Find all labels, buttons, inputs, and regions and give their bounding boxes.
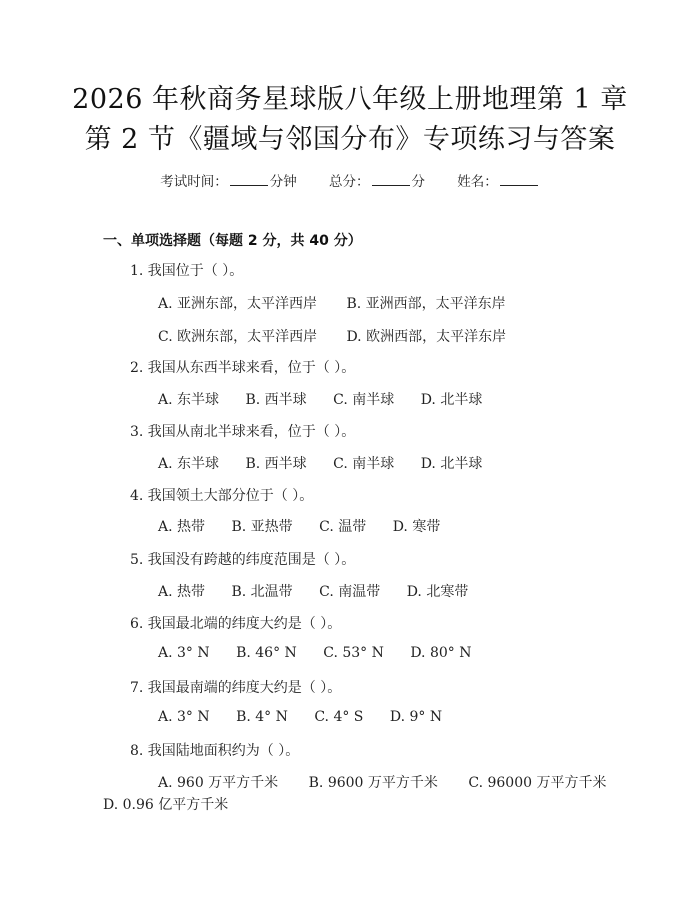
question-options xyxy=(158,389,504,409)
total-score-blank xyxy=(372,173,410,186)
exam-meta xyxy=(0,170,700,190)
option: B. 西半球 xyxy=(245,456,307,472)
total-score-label: 总分： xyxy=(329,174,370,190)
question-stem: 1. 我国位于（ ）。 xyxy=(130,263,244,279)
option: C. 53° N xyxy=(323,645,384,661)
option: D. 9° N xyxy=(389,709,443,725)
option: C. 4° S xyxy=(314,709,364,725)
option: D. 北寒带 xyxy=(406,584,469,600)
option: C. 96000 万平方千米 xyxy=(468,775,607,791)
option: A. 东半球 xyxy=(158,392,220,408)
option: B. 北温带 xyxy=(231,584,293,600)
option: A. 3° N xyxy=(158,645,210,661)
question-options xyxy=(158,581,490,601)
question-stem: 5. 我国没有跨越的纬度范围是（ ）。 xyxy=(130,552,356,568)
section-heading: 一、单项选择题（每题 2 分，共 40 分） xyxy=(103,233,362,249)
question-options xyxy=(158,293,528,313)
option: C. 欧洲东部，太平洋西岸 xyxy=(158,329,318,345)
question-stem: 4. 我国领土大部分位于（ ）。 xyxy=(130,488,314,504)
option: B. 4° N xyxy=(236,709,288,725)
question-stem: 3. 我国从南北半球来看，位于（ ）。 xyxy=(130,424,356,440)
document-title-line-2: 第 2 节《疆域与邻国分布》专项练习与答案 xyxy=(84,124,616,155)
exam-time-label: 考试时间： xyxy=(160,174,228,190)
question-options xyxy=(158,709,464,725)
exam-time-unit: 分钟 xyxy=(269,174,297,190)
name-blank xyxy=(500,173,538,186)
option: C. 温带 xyxy=(319,519,367,535)
exam-time-blank xyxy=(230,173,268,186)
name-label: 姓名： xyxy=(457,174,498,190)
option: D. 北半球 xyxy=(420,456,483,472)
name-field xyxy=(457,174,540,190)
question-options xyxy=(158,645,493,661)
option: A. 热带 xyxy=(158,584,206,600)
question-options-wrapped xyxy=(103,794,250,814)
option: B. 46° N xyxy=(236,645,297,661)
exam-time-field xyxy=(160,174,301,190)
option: A. 960 万平方千米 xyxy=(158,775,279,791)
question-stem: 8. 我国陆地面积约为（ ）。 xyxy=(130,743,300,759)
question-options xyxy=(158,772,632,792)
total-score-field xyxy=(329,174,429,190)
total-score-unit: 分 xyxy=(411,174,425,190)
option: D. 北半球 xyxy=(420,392,483,408)
option: D. 80° N xyxy=(410,645,472,661)
document-title-line-1: 2026 年秋商务星球版八年级上册地理第 1 章 xyxy=(72,84,628,115)
question-stem: 6. 我国最北端的纬度大约是（ ）。 xyxy=(130,616,342,632)
option: C. 南温带 xyxy=(319,584,381,600)
option: A. 热带 xyxy=(158,519,206,535)
option: A. 东半球 xyxy=(158,456,220,472)
question-stem: 7. 我国最南端的纬度大约是（ ）。 xyxy=(130,680,342,696)
option: D. 0.96 亿平方千米 xyxy=(103,797,229,813)
option: D. 欧洲西部，太平洋东岸 xyxy=(346,329,507,345)
option: C. 南半球 xyxy=(333,456,395,472)
question-options xyxy=(158,516,462,536)
option: B. 亚热带 xyxy=(231,519,293,535)
option: A. 亚洲东部，太平洋西岸 xyxy=(158,296,318,312)
option: A. 3° N xyxy=(158,709,210,725)
question-stem: 2. 我国从东西半球来看，位于（ ）。 xyxy=(130,360,356,376)
question-options xyxy=(158,453,504,473)
option: B. 9600 万平方千米 xyxy=(308,775,438,791)
option: B. 西半球 xyxy=(245,392,307,408)
option: C. 南半球 xyxy=(333,392,395,408)
option: B. 亚洲西部，太平洋东岸 xyxy=(346,296,506,312)
question-options xyxy=(158,326,528,346)
option: D. 寒带 xyxy=(392,519,441,535)
